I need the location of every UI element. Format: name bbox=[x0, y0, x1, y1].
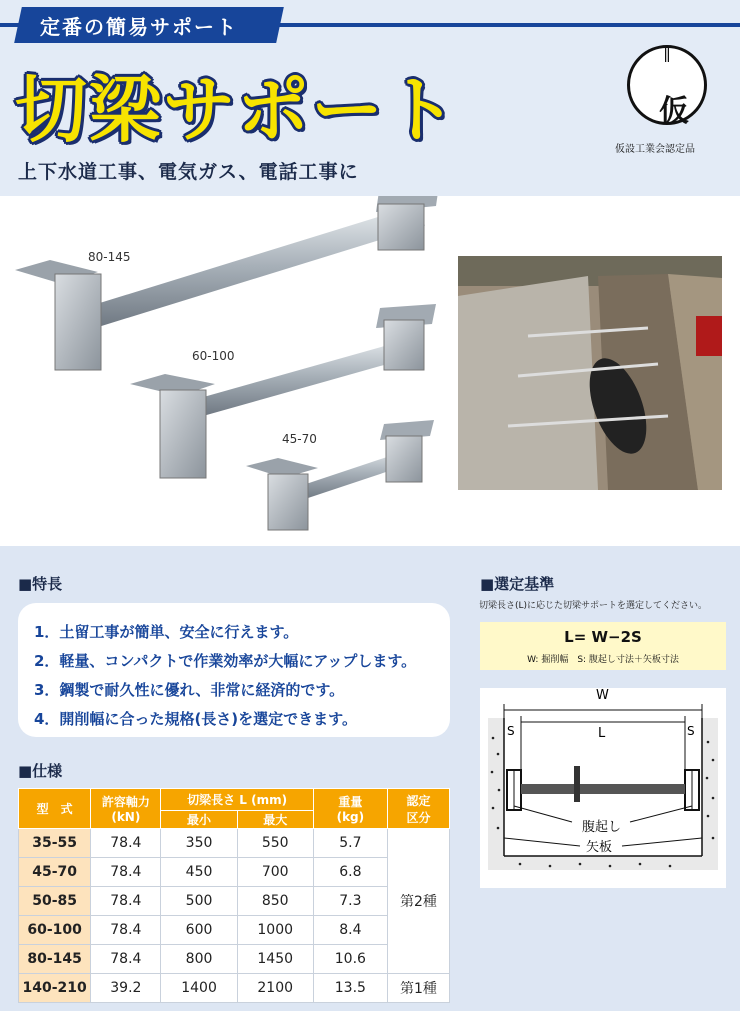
cell-load: 78.4 bbox=[91, 858, 161, 887]
col-class: 認定 区分 bbox=[387, 789, 449, 829]
features-box bbox=[18, 603, 450, 737]
cell-model: 80-145 bbox=[19, 945, 91, 974]
cell-model: 60-100 bbox=[19, 916, 91, 945]
cell-model: 140-210 bbox=[19, 974, 91, 1003]
formula-note: W: 掘削幅 S: 腹起し寸法＋矢板寸法 bbox=[527, 655, 679, 665]
certification-char: 仮 bbox=[659, 94, 689, 129]
certification-mark bbox=[627, 45, 707, 129]
cell-max: 700 bbox=[237, 858, 313, 887]
table-row bbox=[19, 945, 450, 974]
dimension-s-left: S bbox=[507, 724, 515, 738]
cell-max: 550 bbox=[237, 829, 313, 858]
model-label-45-70: 45-70 bbox=[282, 432, 317, 446]
header-area bbox=[0, 0, 740, 198]
selection-diagram-figure bbox=[480, 688, 726, 888]
table-row bbox=[19, 974, 450, 1003]
product-photo bbox=[0, 196, 452, 546]
cell-weight: 6.8 bbox=[313, 858, 387, 887]
cell-class: 第1種 bbox=[387, 974, 449, 1003]
cell-weight: 5.7 bbox=[313, 829, 387, 858]
feature-item: 3．鋼製で耐久性に優れ、非常に経済的です。 bbox=[34, 681, 345, 699]
selection-diagram bbox=[480, 688, 726, 888]
cell-max: 1000 bbox=[237, 916, 313, 945]
cell-weight: 10.6 bbox=[313, 945, 387, 974]
dimension-l: L bbox=[598, 726, 606, 741]
waler-label: 腹起し bbox=[582, 820, 622, 835]
table-row bbox=[19, 916, 450, 945]
cell-weight: 13.5 bbox=[313, 974, 387, 1003]
col-max: 最大 bbox=[237, 811, 313, 829]
cell-load: 78.4 bbox=[91, 829, 161, 858]
col-weight: 重量 (kg) bbox=[313, 789, 387, 829]
cell-load: 39.2 bbox=[91, 974, 161, 1003]
page-title: 切梁サポート bbox=[15, 68, 460, 152]
cell-load: 78.4 bbox=[91, 887, 161, 916]
cell-max: 1450 bbox=[237, 945, 313, 974]
support-80-145-image bbox=[15, 196, 440, 370]
product-photo-panel bbox=[0, 196, 452, 546]
cell-model: 35-55 bbox=[19, 829, 91, 858]
sheeting-label: 矢板 bbox=[586, 840, 613, 855]
cell-weight: 8.4 bbox=[313, 916, 387, 945]
cell-weight: 7.3 bbox=[313, 887, 387, 916]
table-row bbox=[19, 829, 450, 858]
cell-min: 800 bbox=[161, 945, 237, 974]
dimension-w: W bbox=[596, 688, 609, 703]
formula: L= W−2S bbox=[564, 628, 642, 646]
cell-min: 1400 bbox=[161, 974, 237, 1003]
criteria-description: 切梁長さ(L)に応じた切梁サポートを選定してください。 bbox=[479, 601, 708, 611]
table-row bbox=[19, 887, 450, 916]
feature-item: 2．軽量、コンパクトで作業効率が大幅にアップします。 bbox=[34, 652, 417, 670]
cell-max: 2100 bbox=[237, 974, 313, 1003]
cell-min: 600 bbox=[161, 916, 237, 945]
feature-item: 1．土留工事が簡単、安全に行えます。 bbox=[34, 623, 299, 641]
table-row bbox=[19, 858, 450, 887]
col-min: 最小 bbox=[161, 811, 237, 829]
feature-item: 4．開削幅に合った規格(長さ)を選定できます。 bbox=[34, 710, 357, 728]
cell-model: 45-70 bbox=[19, 858, 91, 887]
col-load: 許容軸力 (kN) bbox=[91, 789, 161, 829]
support-45-70-image bbox=[246, 420, 434, 530]
dimension-s-right: S bbox=[687, 724, 695, 738]
cell-load: 78.4 bbox=[91, 945, 161, 974]
criteria-heading: ■選定基準 bbox=[480, 575, 555, 593]
formula-box bbox=[480, 622, 726, 670]
model-label-80-145: 80-145 bbox=[88, 250, 131, 264]
cell-min: 350 bbox=[161, 829, 237, 858]
certification-badge bbox=[615, 45, 715, 155]
certification-label: 仮設工業会認定品 bbox=[615, 144, 695, 155]
spec-heading: ■仕様 bbox=[18, 762, 63, 780]
page-subtitle: 上下水道工事、電気ガス、電話工事に bbox=[18, 161, 359, 183]
spec-table bbox=[18, 788, 450, 1003]
cell-max: 850 bbox=[237, 887, 313, 916]
cell-model: 50-85 bbox=[19, 887, 91, 916]
cell-min: 500 bbox=[161, 887, 237, 916]
site-photo bbox=[458, 256, 722, 490]
col-model: 型 式 bbox=[19, 789, 91, 829]
model-label-60-100: 60-100 bbox=[192, 349, 235, 363]
features-heading: ■特長 bbox=[18, 575, 63, 593]
col-length: 切梁長さ L (mm) bbox=[161, 789, 313, 811]
cell-min: 450 bbox=[161, 858, 237, 887]
cell-class: 第2種 bbox=[387, 829, 449, 974]
category-tag-text: 定番の簡易サポート bbox=[40, 15, 238, 39]
cell-load: 78.4 bbox=[91, 916, 161, 945]
